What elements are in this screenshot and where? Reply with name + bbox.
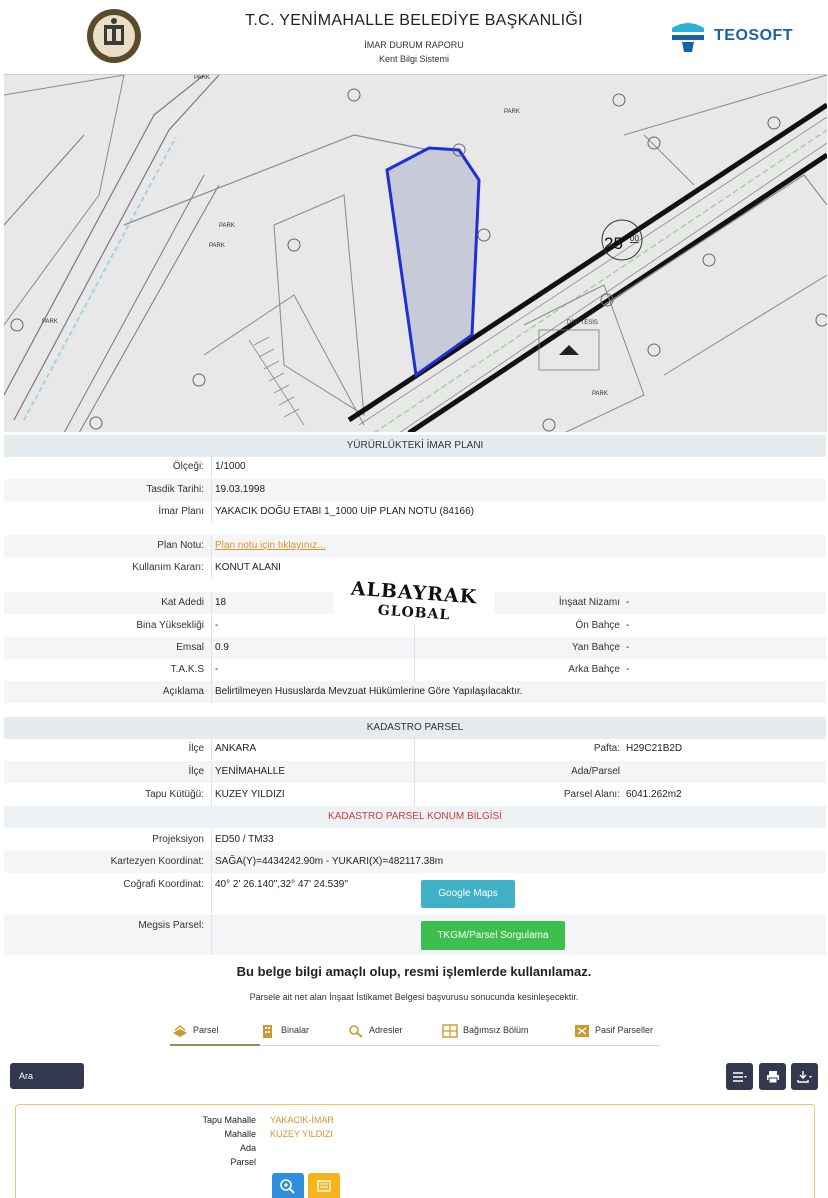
map-canvas[interactable] xyxy=(4,75,827,432)
imar-section-header: YÜRÜRLÜKTEKİ İMAR PLANI xyxy=(4,435,826,457)
aciklama-value: Belirtilmeyen Hususlarda Mevzuat Hükümlerine Göre Yapılaşılacaktır. xyxy=(215,686,523,697)
mahalle-label: Mahalle xyxy=(224,1129,256,1139)
ilce2-label: İlçe xyxy=(188,766,204,777)
kartezyen-value: SAĞA(Y)=4434242.90m - YUKARI(X)=482117.38m xyxy=(215,856,444,867)
kat-value: 18 xyxy=(215,597,227,608)
building-icon xyxy=(260,1024,276,1038)
ilce-value: ANKARA xyxy=(215,743,257,754)
plan-notu-row xyxy=(4,535,826,557)
yan-bahce-label: Yan Bahçe xyxy=(571,642,620,653)
tab-label: Pasif Parseller xyxy=(595,1025,654,1035)
imar-plan-label: İmar Planı xyxy=(158,506,204,517)
print-icon xyxy=(766,1071,780,1083)
bina-value: - xyxy=(215,620,219,631)
taks-row xyxy=(4,659,826,681)
print-button[interactable] xyxy=(759,1063,786,1090)
megsis-row xyxy=(4,915,826,955)
pafta-label: Pafta: xyxy=(593,743,620,754)
kat-label: Kat Adedi xyxy=(161,597,204,608)
map-label-park: PARK xyxy=(209,243,225,249)
search-button[interactable]: Ara xyxy=(10,1063,84,1089)
emsal-row xyxy=(4,637,826,659)
page-title: T.C. YENİMAHALLE BELEDİYE BAŞKANLIĞI xyxy=(245,12,583,29)
cografi-value: 40° 2' 26.140",32° 47' 24.539" xyxy=(215,879,348,890)
document-icon xyxy=(308,1173,340,1198)
tab-adresler[interactable] xyxy=(348,1016,403,1046)
bina-label: Bina Yüksekliği xyxy=(136,620,204,631)
ilce2-row xyxy=(4,761,826,783)
emsal-value: 0.9 xyxy=(215,642,229,653)
ada-parsel-label: Ada/Parsel xyxy=(571,766,620,777)
parcel-icon xyxy=(172,1024,188,1038)
list-icon xyxy=(732,1071,748,1083)
taks-value: - xyxy=(215,664,219,675)
projeksiyon-row xyxy=(4,829,826,851)
system-subtitle: Kent Bilgi Sistemi xyxy=(378,54,450,64)
taks-label: T.A.K.S xyxy=(170,664,204,675)
insaat-nizami-value: - xyxy=(626,597,630,608)
aciklama-row xyxy=(4,681,826,703)
plan-notu-label: Plan Notu: xyxy=(157,540,204,551)
watermark-line1: ALBAYRAK xyxy=(350,577,478,609)
ilce-row xyxy=(4,738,826,760)
tab-label: Adresler xyxy=(369,1025,403,1035)
on-bahce-label: Ön Bahçe xyxy=(575,620,620,631)
parcel-result-card xyxy=(15,1104,815,1198)
parsel-alani-label: Parsel Alanı: xyxy=(563,789,620,800)
tab-bagimsiz-bolum[interactable] xyxy=(442,1016,529,1046)
tapu-mahalle-value: YAKACIK-İMAR xyxy=(270,1115,334,1125)
report-header xyxy=(0,0,828,72)
kullanim-label: Kullanım Kararı: xyxy=(132,562,204,573)
tab-parsel[interactable] xyxy=(172,1016,219,1046)
tapu-row xyxy=(4,784,826,806)
olcegi-label: Ölçeği: xyxy=(172,461,204,472)
disclaimer: Bu belge bilgi amaçlı olup, resmi işlemlerde kullanılamaz. xyxy=(236,964,592,979)
passive-parcel-icon xyxy=(574,1024,590,1038)
ilce-label: İlçe xyxy=(188,743,204,754)
tab-pasif-parseller[interactable] xyxy=(574,1016,653,1046)
kartezyen-label: Kartezyen Koordinat: xyxy=(110,856,204,867)
imar-plan-row xyxy=(4,501,826,523)
tapu-value: KUZEY YILDIZI xyxy=(215,789,285,800)
tasdik-label: Tasdik Tarihi: xyxy=(146,484,204,495)
active-tab-indicator xyxy=(170,1044,260,1046)
insaat-nizami-label: İnşaat Nizamı xyxy=(558,597,620,608)
parcel-document-button[interactable] xyxy=(308,1173,340,1198)
list-view-button[interactable] xyxy=(726,1063,753,1090)
projeksiyon-label: Projeksiyon xyxy=(152,834,204,845)
kartezyen-row xyxy=(4,851,826,873)
projeksiyon-value: ED50 / TM33 xyxy=(215,834,274,845)
parcel-map[interactable] xyxy=(4,74,827,432)
zoom-to-parcel-button[interactable] xyxy=(272,1173,304,1198)
road-width-decimal: 00 xyxy=(630,234,639,243)
yan-bahce-value: - xyxy=(626,642,630,653)
on-bahce-value: - xyxy=(626,620,630,631)
map-label-park: PARK xyxy=(42,319,58,325)
map-label-dini-tesis: DİNİ TESİS xyxy=(567,320,598,326)
cografi-row xyxy=(4,874,826,914)
cografi-label: Coğrafi Koordinat: xyxy=(123,879,204,890)
map-label-park: PARK xyxy=(194,75,210,81)
megsis-label: Megsis Parsel: xyxy=(138,920,204,931)
arka-bahce-label: Arka Bahçe xyxy=(568,664,620,675)
download-icon xyxy=(797,1071,813,1083)
watermark-line2: GLOBAL xyxy=(377,602,451,624)
mahalle-value: KUZEY YILDIZI xyxy=(270,1129,333,1139)
unit-icon xyxy=(442,1024,458,1038)
tasdik-row xyxy=(4,479,826,501)
olcegi-value: 1/1000 xyxy=(215,461,246,472)
tkgm-parsel-sorgulama-button[interactable]: TKGM/Parsel Sorgulama xyxy=(421,921,565,950)
tab-label: Bağımsız Bölüm xyxy=(463,1025,529,1035)
tapu-mahalle-label: Tapu Mahalle xyxy=(202,1115,256,1125)
tab-label: Binalar xyxy=(281,1025,310,1035)
plan-notu-link[interactable]: Plan notu için tıklayınız... xyxy=(215,540,326,551)
pafta-value: H29C21B2D xyxy=(626,743,683,754)
kadastro-section-header: KADASTRO PARSEL xyxy=(4,717,826,739)
emsal-label: Emsal xyxy=(176,642,204,653)
olcegi-row xyxy=(4,456,826,478)
ilce2-value: YENİMAHALLE xyxy=(215,766,286,777)
tab-baseline xyxy=(260,1045,660,1046)
arka-bahce-value: - xyxy=(626,664,630,675)
info-tabs xyxy=(170,1016,660,1046)
tapu-label: Tapu Kütüğü: xyxy=(145,789,204,800)
address-icon xyxy=(348,1024,364,1038)
parsel-label: Parsel xyxy=(230,1157,256,1167)
download-button[interactable] xyxy=(791,1063,818,1090)
konum-section-header: KADASTRO PARSEL KONUM BİLGİSİ xyxy=(4,806,826,828)
map-label-park: PARK xyxy=(504,109,520,115)
svg-text:1984: 1984 xyxy=(107,53,121,59)
aciklama-label: Açıklama xyxy=(162,686,204,697)
map-label-park: PARK xyxy=(219,223,235,229)
imar-plan-value: YAKACIK DOĞU ETABI 1_1000 UİP PLAN NOTU (84166) xyxy=(215,506,474,517)
zoom-icon xyxy=(272,1173,304,1198)
parsel-alani-value: 6041.262m2 xyxy=(626,789,682,800)
report-subtitle: İMAR DURUM RAPORU xyxy=(364,40,464,50)
disclaimer-sub: Parsele ait net alan İnşaat İstikamet Belgesi başvurusu sonucunda kesinleşecektir. xyxy=(249,992,579,1002)
tab-label: Parsel xyxy=(193,1025,219,1035)
google-maps-button[interactable]: Google Maps xyxy=(421,880,515,908)
tab-binalar[interactable] xyxy=(260,1016,309,1046)
map-label-park: PARK xyxy=(592,391,608,397)
kullanim-value: KONUT ALANI xyxy=(215,562,281,573)
tasdik-value: 19.03.1998 xyxy=(215,484,266,495)
ada-label: Ada xyxy=(239,1143,256,1153)
albayrak-global-watermark xyxy=(334,576,494,624)
road-width-label: 25 xyxy=(604,234,623,253)
brand-name: TEOSOFT xyxy=(714,27,794,44)
